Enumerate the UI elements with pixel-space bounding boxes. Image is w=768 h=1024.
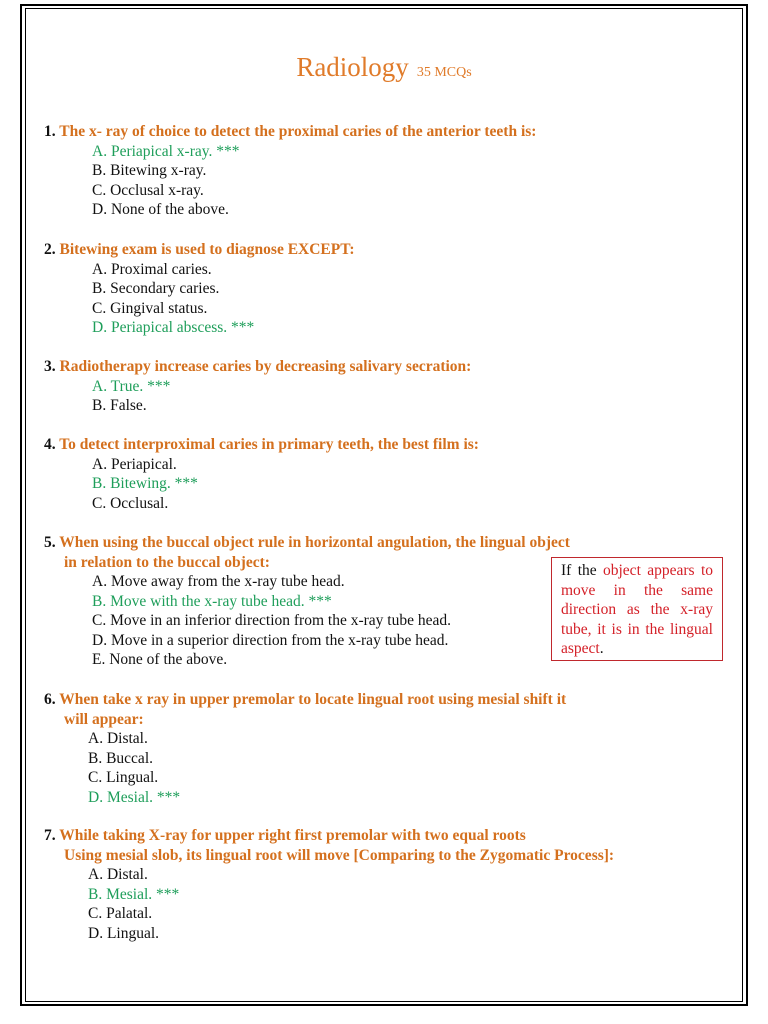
option: C. Occlusal x-ray. — [92, 181, 204, 199]
question-7 — [44, 826, 724, 943]
question-number: 6. — [44, 691, 56, 708]
option-correct: B. Bitewing. *** — [92, 475, 198, 492]
question-text: Bitewing exam is used to diagnose EXCEPT: — [59, 241, 355, 258]
hint-box — [551, 557, 723, 661]
question-number: 3. — [44, 358, 56, 375]
question-text-cont: will appear: — [64, 710, 144, 728]
option-correct: B. Mesial. *** — [88, 885, 180, 903]
option: C. Occlusal. — [92, 494, 169, 512]
option: A. Periapical. — [92, 455, 177, 473]
hint-highlight: object appears to move in the same direction as the x-ray tube, it is in the lingual aspect — [561, 562, 713, 657]
option: C. Gingival status. — [92, 299, 208, 317]
option: B. Secondary caries. — [92, 280, 220, 297]
option-correct: D. Mesial. *** — [88, 788, 181, 806]
question-2 — [44, 240, 724, 338]
question-text-cont: in relation to the buccal object: — [64, 553, 270, 571]
option: D. None of the above. — [92, 201, 229, 218]
question-text: Radiotherapy increase caries by decreasing salivary secration: — [59, 358, 472, 375]
question-text: When using the buccal object rule in horizontal angulation, the lingual object — [59, 534, 570, 551]
question-text: The x- ray of choice to detect the proximal caries of the anterior teeth is: — [59, 123, 537, 140]
question-text-cont: Using mesial slob, its lingual root will move [Comparing to the Zygomatic Process]: — [64, 846, 615, 864]
option-correct: B. Move with the x-ray tube head. *** — [92, 592, 332, 610]
question-number: 5. — [44, 534, 56, 551]
option: B. False. — [92, 397, 147, 414]
title-sub: 35 MCQs — [416, 65, 472, 80]
title-main: Radiology — [296, 52, 409, 82]
option: A. Distal. — [88, 866, 148, 883]
hint-suffix: . — [599, 640, 604, 657]
question-number: 2. — [44, 241, 56, 258]
question-text: When take x ray in upper premolar to locate lingual root using mesial shift it — [59, 691, 567, 708]
option: D. Lingual. — [88, 924, 160, 942]
question-1 — [44, 122, 724, 220]
option: C. Lingual. — [88, 769, 159, 786]
option: B. Bitewing x-ray. — [92, 162, 207, 179]
question-text: While taking X-ray for upper right first premolar with two equal roots — [59, 827, 526, 844]
option: B. Buccal. — [88, 749, 153, 767]
option: A. Proximal caries. — [92, 260, 212, 278]
option: E. None of the above. — [92, 651, 228, 668]
option: D. Move in a superior direction from the x-ray tube head. — [92, 631, 449, 649]
option: C. Move in an inferior direction from the x-ray tube head. — [92, 612, 451, 629]
option-correct: A. Periapical x-ray. *** — [92, 142, 240, 160]
page-title — [0, 52, 768, 83]
hint-prefix: If the — [561, 562, 603, 579]
question-text: To detect interproximal caries in primary teeth, the best film is: — [59, 436, 479, 453]
option: A. Distal. — [88, 730, 148, 747]
question-number: 1. — [44, 123, 56, 140]
option: C. Palatal. — [88, 905, 153, 922]
question-number: 4. — [44, 436, 56, 453]
option-correct: D. Periapical abscess. *** — [92, 319, 255, 336]
question-6 — [44, 690, 724, 807]
question-3 — [44, 357, 724, 416]
option: A. Move away from the x-ray tube head. — [92, 573, 345, 590]
question-number: 7. — [44, 827, 56, 844]
option-correct: A. True. *** — [92, 377, 171, 395]
question-4 — [44, 435, 724, 513]
